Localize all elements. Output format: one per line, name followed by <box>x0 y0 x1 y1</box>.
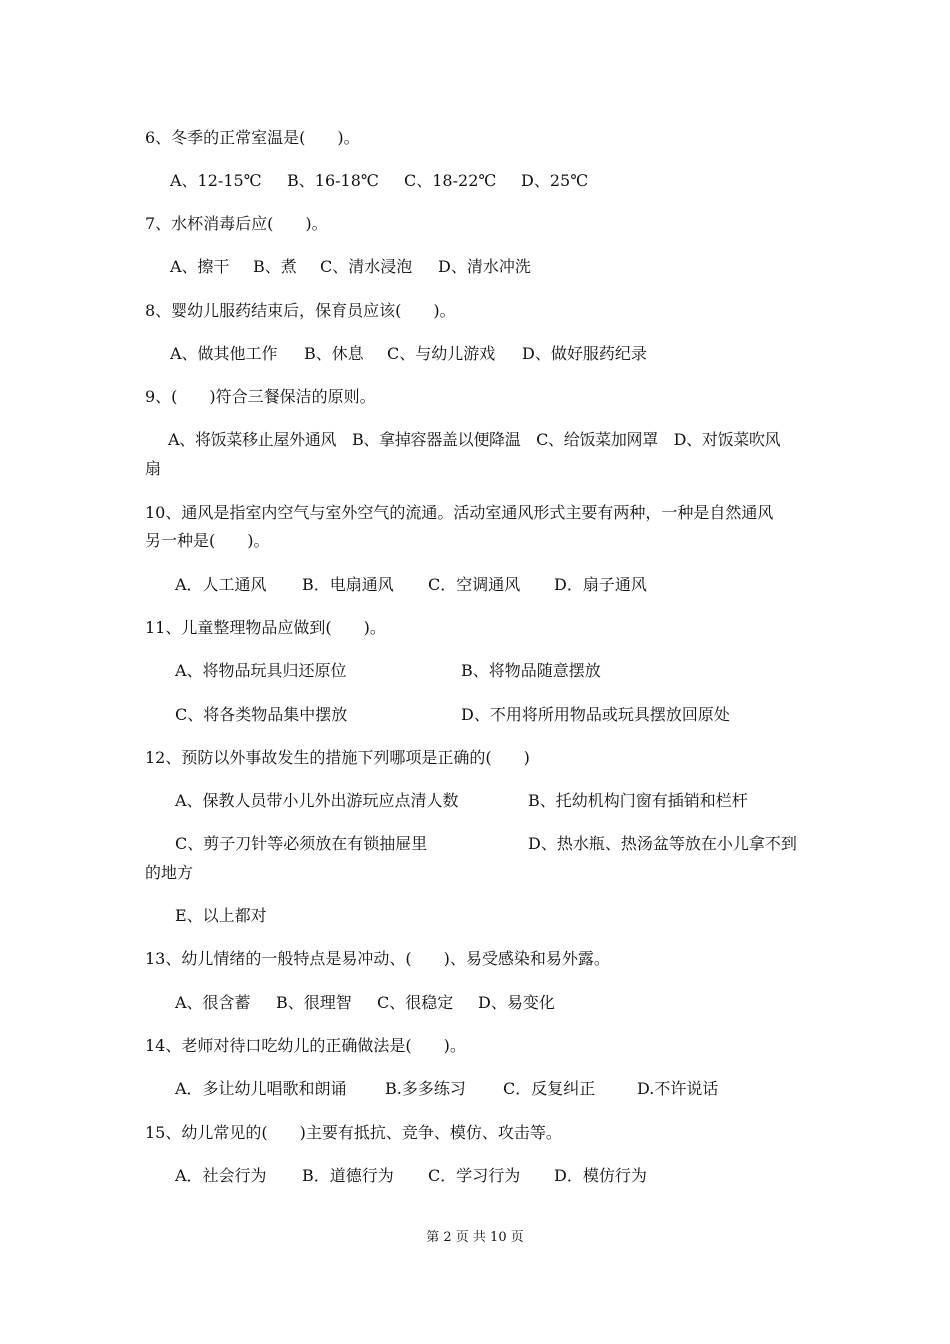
q12-option-d-continued: 的地方 <box>145 863 194 882</box>
q10-option-b: B．电扇通风 <box>302 575 394 594</box>
q11-option-d: D、不用将所用物品或玩具摆放回原处 <box>461 705 730 724</box>
q15-option-d: D．模仿行为 <box>554 1166 647 1185</box>
q8-option-c: C、与幼儿游戏 <box>387 344 496 363</box>
q13-option-d: D、易变化 <box>478 993 555 1012</box>
q10-option-d: D．扇子通风 <box>554 575 647 594</box>
question-9: 9、( )符合三餐保洁的原则。 <box>145 387 376 406</box>
page-number: 第 2 页 共 10 页 <box>426 1230 524 1245</box>
q6-option-b: B、16-18℃ <box>287 171 379 190</box>
q14-option-a: A．多让幼儿唱歌和朗诵 <box>175 1079 347 1098</box>
q15-option-b: B．道德行为 <box>302 1166 394 1185</box>
q10-option-a: A．人工通风 <box>175 575 267 594</box>
question-6: 6、冬季的正常室温是( )。 <box>145 128 360 147</box>
q7-option-a: A、擦干 <box>170 257 230 276</box>
question-7: 7、水杯消毒后应( )。 <box>145 214 328 233</box>
q10-option-c: C．空调通风 <box>428 575 521 594</box>
q6-option-a: A、12-15℃ <box>170 171 262 190</box>
q8-option-b: B、休息 <box>304 344 364 363</box>
question-12: 12、预防以外事故发生的措施下列哪项是正确的( ) <box>145 748 530 767</box>
q6-option-d: D、25℃ <box>521 171 589 190</box>
q14-option-d: D.不许说话 <box>637 1079 719 1098</box>
q12-option-b: B、托幼机构门窗有插销和栏杆 <box>528 791 748 810</box>
q12-option-e: E、以上都对 <box>175 906 267 925</box>
q14-option-b: B.多多练习 <box>385 1079 466 1098</box>
q13-option-b: B、很理智 <box>276 993 352 1012</box>
q11-option-a: A、将物品玩具归还原位 <box>175 661 347 680</box>
q14-option-c: C．反复纠正 <box>503 1079 596 1098</box>
q15-option-a: A．社会行为 <box>175 1166 267 1185</box>
question-14: 14、老师对待口吃幼儿的正确做法是( )。 <box>145 1036 466 1055</box>
question-15: 15、幼儿常见的( )主要有抵抗、竞争、模仿、攻击等。 <box>145 1123 562 1142</box>
question-10: 10、通风是指室内空气与室外空气的流通。活动室通风形式主要有两种，一种是自然通风 <box>145 503 774 522</box>
question-10-continued: 另一种是( )。 <box>145 531 270 550</box>
question-11: 11、儿童整理物品应做到( )。 <box>145 618 386 637</box>
q8-option-d: D、做好服药纪录 <box>522 344 647 363</box>
q8-option-a: A、做其他工作 <box>170 344 278 363</box>
q15-option-c: C．学习行为 <box>428 1166 521 1185</box>
q12-option-a: A、保教人员带小儿外出游玩应点清人数 <box>175 791 459 810</box>
q7-option-c: C、清水浸泡 <box>320 257 413 276</box>
question-13: 13、幼儿情绪的一般特点是易冲动、( )、易受感染和易外露。 <box>145 949 610 968</box>
q7-option-d: D、清水冲洗 <box>438 257 531 276</box>
q11-option-b: B、将物品随意摆放 <box>461 661 601 680</box>
q13-option-a: A、很含蓄 <box>175 993 251 1012</box>
q12-option-c: C、剪子刀针等必须放在有锁抽屉里 <box>175 834 428 853</box>
q9-options-continued: 扇 <box>145 459 162 478</box>
question-8: 8、婴幼儿服药结束后，保育员应该( )。 <box>145 301 456 320</box>
q9-options: A、将饭菜移止屋外通风 B、拿掉容器盖以便降温 C、给饭菜加网罩 D、对饭菜吹风 <box>168 430 781 449</box>
q6-option-c: C、18-22℃ <box>404 171 497 190</box>
q13-option-c: C、很稳定 <box>377 993 454 1012</box>
q11-option-c: C、将各类物品集中摆放 <box>175 705 348 724</box>
q12-option-d: D、热水瓶、热汤盆等放在小儿拿不到 <box>528 834 797 853</box>
q7-option-b: B、煮 <box>253 257 297 276</box>
